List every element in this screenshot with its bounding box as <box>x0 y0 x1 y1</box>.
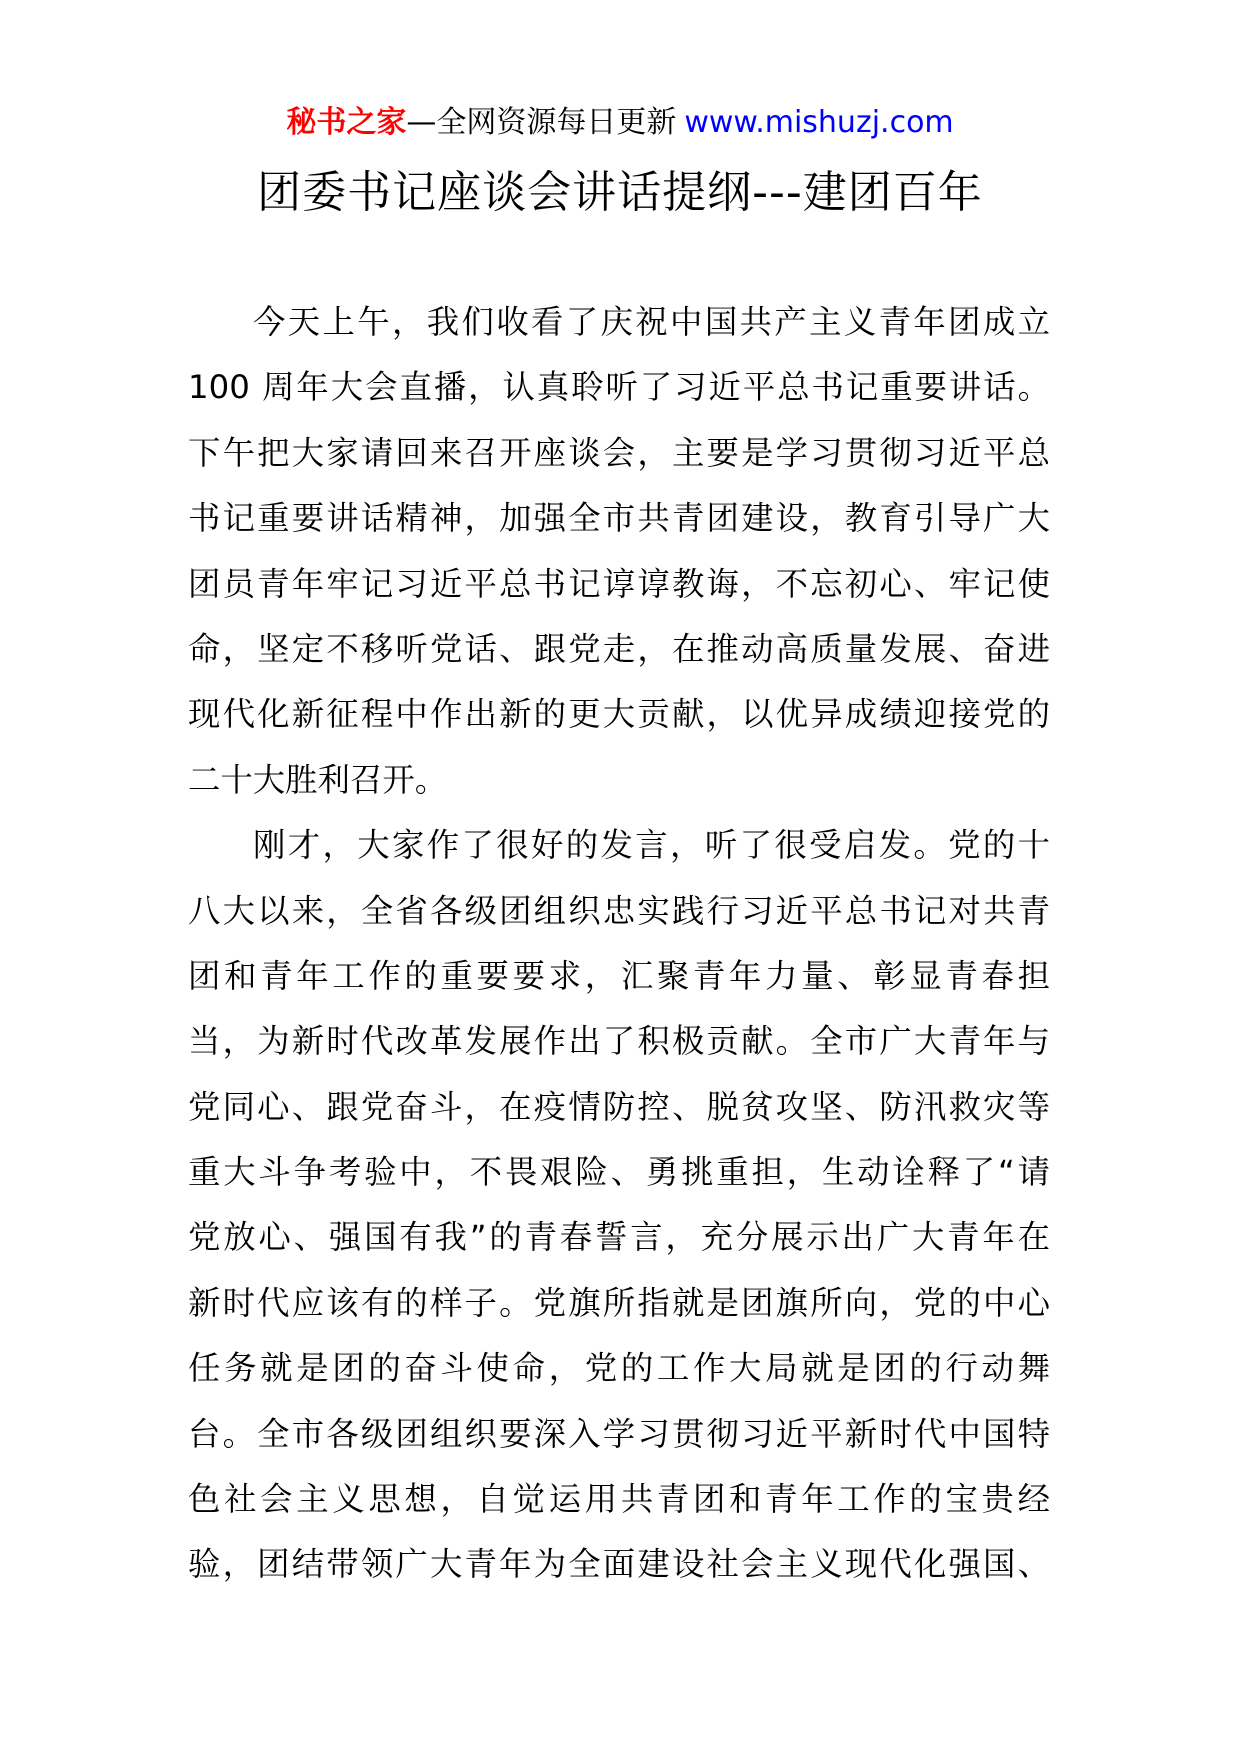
header-tagline: —全网资源每日更新 <box>406 105 677 140</box>
body-line: 任务就是团的奋斗使命，党的工作大局就是团的行动舞 <box>188 1349 1050 1388</box>
body-line: 二十大胜利召开。 <box>188 760 448 799</box>
body-line: 命，坚定不移听党话、跟党走，在推动高质量发展、奋进 <box>188 629 1050 668</box>
website-url-link[interactable]: www.mishuzj.com <box>684 105 954 140</box>
body-line: 下午把大家请回来召开座谈会，主要是学习贯彻习近平总 <box>188 433 1050 472</box>
body-line: 重大斗争考验中，不畏艰险、勇挑重担，生动诠释了“请 <box>188 1153 1050 1192</box>
body-line: 台。全市各级团组织要深入学习贯彻习近平新时代中国特 <box>188 1414 1050 1453</box>
body-line: 当，为新时代改革发展作出了积极贡献。全市广大青年与 <box>188 1022 1050 1061</box>
body-line: 100 周年大会直播，认真聆听了习近平总书记重要讲话。 <box>188 368 1050 407</box>
body-line: 现代化新征程中作出新的更大贡献，以优异成绩迎接党的 <box>188 695 1050 734</box>
body-line: 新时代应该有的样子。党旗所指就是团旗所向，党的中心 <box>188 1283 1050 1322</box>
body-line: 团和青年工作的重要要求，汇聚青年力量、彰显青春担 <box>188 956 1050 995</box>
body-line: 党放心、强国有我”的青春誓言，充分展示出广大青年在 <box>188 1218 1050 1257</box>
body-line: 书记重要讲话精神，加强全市共青团建设，教育引导广大 <box>188 499 1050 538</box>
body-line: 刚才，大家作了很好的发言，听了很受启发。党的十 <box>253 826 1050 865</box>
body-line: 八大以来，全省各级团组织忠实践行习近平总书记对共青 <box>188 891 1050 930</box>
body-line: 色社会主义思想，自觉运用共青团和青年工作的宝贵经 <box>188 1480 1050 1519</box>
body-line: 今天上午，我们收看了庆祝中国共产主义青年团成立 <box>253 303 1050 341</box>
document-body <box>188 290 1050 1598</box>
brand-name: 秘书之家 <box>286 105 407 140</box>
body-line: 验，团结带领广大青年为全面建设社会主义现代化强国、 <box>188 1545 1050 1584</box>
document-title: 团委书记座谈会讲话提纲---建团百年 <box>257 167 983 218</box>
site-header <box>0 103 1240 143</box>
body-line: 团员青年牢记习近平总书记谆谆教诲，不忘初心、牢记使 <box>188 564 1050 603</box>
body-line: 党同心、跟党奋斗，在疫情防控、脱贫攻坚、防汛救灾等 <box>188 1087 1050 1126</box>
